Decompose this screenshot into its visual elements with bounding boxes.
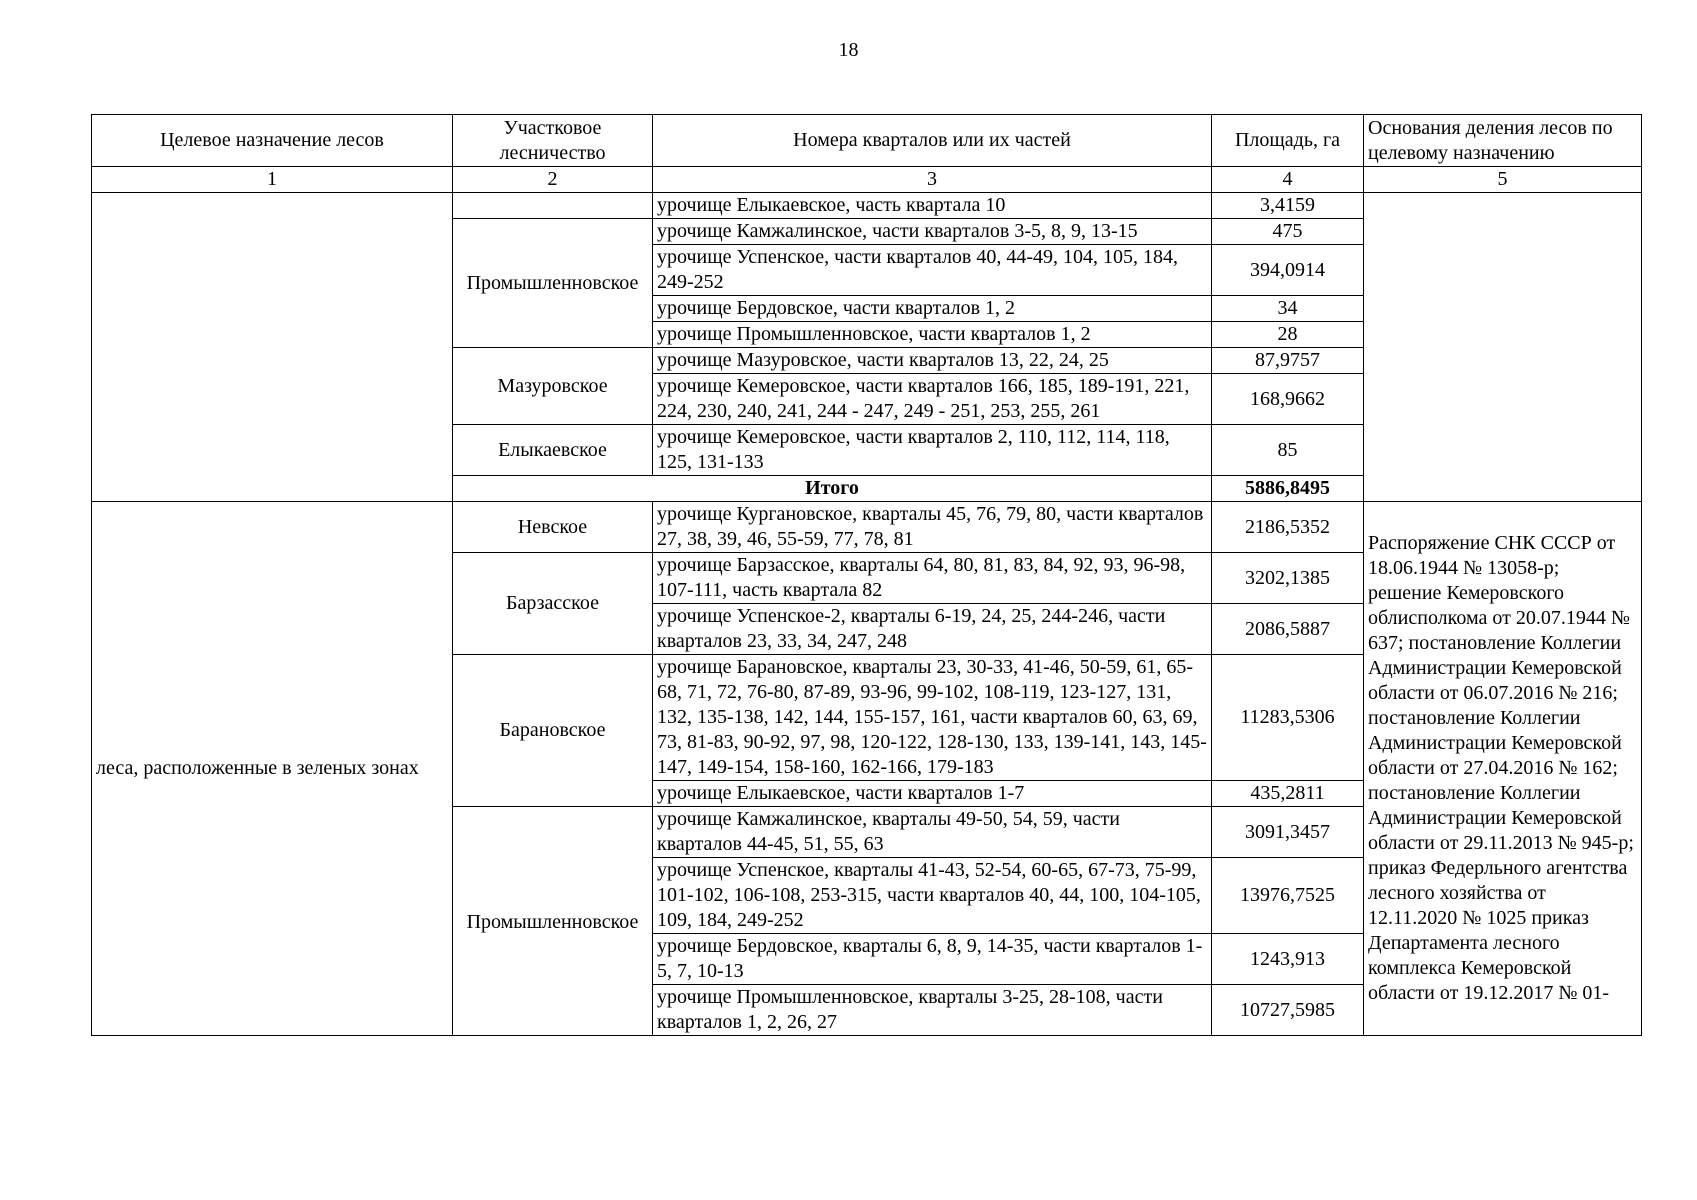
column-number-row <box>92 167 1642 193</box>
forestry-cell: Барзасское <box>453 553 653 655</box>
area-cell: 394,0914 <box>1212 245 1364 296</box>
header-purpose: Целевое назначение лесов <box>92 115 453 167</box>
area-cell: 85 <box>1212 425 1364 476</box>
column-number: 3 <box>653 167 1212 193</box>
quarters-cell: урочище Кемеровское, части кварталов 2, 110, 112, 114, 118, 125, 131-133 <box>653 425 1212 476</box>
purpose-cell: леса, расположенные в зеленых зонах <box>92 502 453 1036</box>
header-forestry: Участковое лесничество <box>453 115 653 167</box>
column-number: 1 <box>92 167 453 193</box>
forestry-cell: Невское <box>453 502 653 553</box>
quarters-cell: урочище Промышленновское, кварталы 3-25, 28-108, части кварталов 1, 2, 26, 27 <box>653 985 1212 1036</box>
area-cell: 2086,5887 <box>1212 604 1364 655</box>
column-number: 2 <box>453 167 653 193</box>
header-area: Площадь, га <box>1212 115 1364 167</box>
quarters-cell: урочище Кургановское, кварталы 45, 76, 79, 80, части кварталов 27, 38, 39, 46, 55-59, 77, 78, 81 <box>653 502 1212 553</box>
quarters-cell: урочище Барзасское, кварталы 64, 80, 81, 83, 84, 92, 93, 96-98, 107-111, часть квартала 82 <box>653 553 1212 604</box>
forestry-cell: Промышленновское <box>453 219 653 348</box>
area-cell: 3,4159 <box>1212 193 1364 219</box>
column-number: 4 <box>1212 167 1364 193</box>
quarters-cell: урочище Бердовское, кварталы 6, 8, 9, 14-35, части кварталов 1-5, 7, 10-13 <box>653 934 1212 985</box>
page-number: 18 <box>838 39 859 61</box>
area-cell: 3091,3457 <box>1212 807 1364 858</box>
quarters-cell: урочище Успенское, кварталы 41-43, 52-54, 60-65, 67-73, 75-99, 101-102, 106-108, 253-315, части кварталов 40, 44, 100, 104-105, 109, 184, 249-252 <box>653 858 1212 934</box>
header-basis: Основания деления лесов по целевому назначению <box>1364 115 1642 167</box>
forestry-cell: Барановское <box>453 655 653 807</box>
basis-cell-empty <box>1364 193 1642 502</box>
total-value: 5886,8495 <box>1212 476 1364 502</box>
area-cell: 168,9662 <box>1212 374 1364 425</box>
quarters-cell: урочище Успенское-2, кварталы 6-19, 24, 25, 244-246, части кварталов 23, 33, 34, 247, 248 <box>653 604 1212 655</box>
total-label: Итого <box>453 476 1212 502</box>
forestry-cell <box>453 193 653 219</box>
quarters-cell: урочище Кемеровское, части кварталов 166, 185, 189-191, 221, 224, 230, 240, 241, 244 - 247, 249 - 251, 253, 255, 261 <box>653 374 1212 425</box>
area-cell: 1243,913 <box>1212 934 1364 985</box>
area-cell: 10727,5985 <box>1212 985 1364 1036</box>
area-cell: 87,9757 <box>1212 348 1364 374</box>
header-quarters: Номера кварталов или их частей <box>653 115 1212 167</box>
area-cell: 435,2811 <box>1212 781 1364 807</box>
forestry-cell: Елыкаевское <box>453 425 653 476</box>
area-cell: 3202,1385 <box>1212 553 1364 604</box>
area-cell: 34 <box>1212 296 1364 322</box>
area-cell: 28 <box>1212 322 1364 348</box>
quarters-cell: урочище Бердовское, части кварталов 1, 2 <box>653 296 1212 322</box>
purpose-cell-empty <box>92 193 453 502</box>
quarters-cell: урочище Промышленновское, части кварталов 1, 2 <box>653 322 1212 348</box>
quarters-cell: урочище Мазуровское, части кварталов 13, 22, 24, 25 <box>653 348 1212 374</box>
table-row <box>92 502 1642 553</box>
quarters-cell: урочище Барановское, кварталы 23, 30-33, 41-46, 50-59, 61, 65-68, 71, 72, 76-80, 87-89, 93-96, 99-102, 108-119, 123-127, 131, 132, 135-138, 142, 144, 155-157, 161, части кварталов 60, 63, 69, 73, 81-83, 90-92, 97, 98, 120-122, 128-130, 133, 139-141, 143, 145-147, 149-154, 158-160, 162-166, 179-183 <box>653 655 1212 781</box>
basis-cell: Распоряжение СНК СССР от 18.06.1944 № 13058-р; решение Кемеровского облисполкома от 20.07.1944 № 637; постановление Коллегии Администрации Кемеровской области от 06.07.2016 № 216; постановление Коллегии Администрации Кемеровской области от 27.04.2016 № 162; постановление Коллегии Администрации Кемеровской области от 29.11.2013 № 945-р; приказ Федерльного агентства лесного хозяйства от 12.11.2020 № 1025 приказ Департамента лесного комплекса Кемеровской области от 19.12.2017 № 01- <box>1364 502 1642 1036</box>
quarters-cell: урочище Камжалинское, части кварталов 3-5, 8, 9, 13-15 <box>653 219 1212 245</box>
forestry-cell: Мазуровское <box>453 348 653 425</box>
table-row <box>92 193 1642 219</box>
column-number: 5 <box>1364 167 1642 193</box>
area-cell: 475 <box>1212 219 1364 245</box>
area-cell: 11283,5306 <box>1212 655 1364 781</box>
header-row <box>92 115 1642 167</box>
forestry-cell: Промышленновское <box>453 807 653 1036</box>
area-cell: 2186,5352 <box>1212 502 1364 553</box>
quarters-cell: урочище Елыкаевское, части кварталов 1-7 <box>653 781 1212 807</box>
quarters-cell: урочище Камжалинское, кварталы 49-50, 54, 59, части кварталов 44-45, 51, 55, 63 <box>653 807 1212 858</box>
quarters-cell: урочище Успенское, части кварталов 40, 44-49, 104, 105, 184, 249-252 <box>653 245 1212 296</box>
quarters-cell: урочище Елыкаевское, часть квартала 10 <box>653 193 1212 219</box>
area-cell: 13976,7525 <box>1212 858 1364 934</box>
forest-purpose-table <box>91 114 1642 1036</box>
